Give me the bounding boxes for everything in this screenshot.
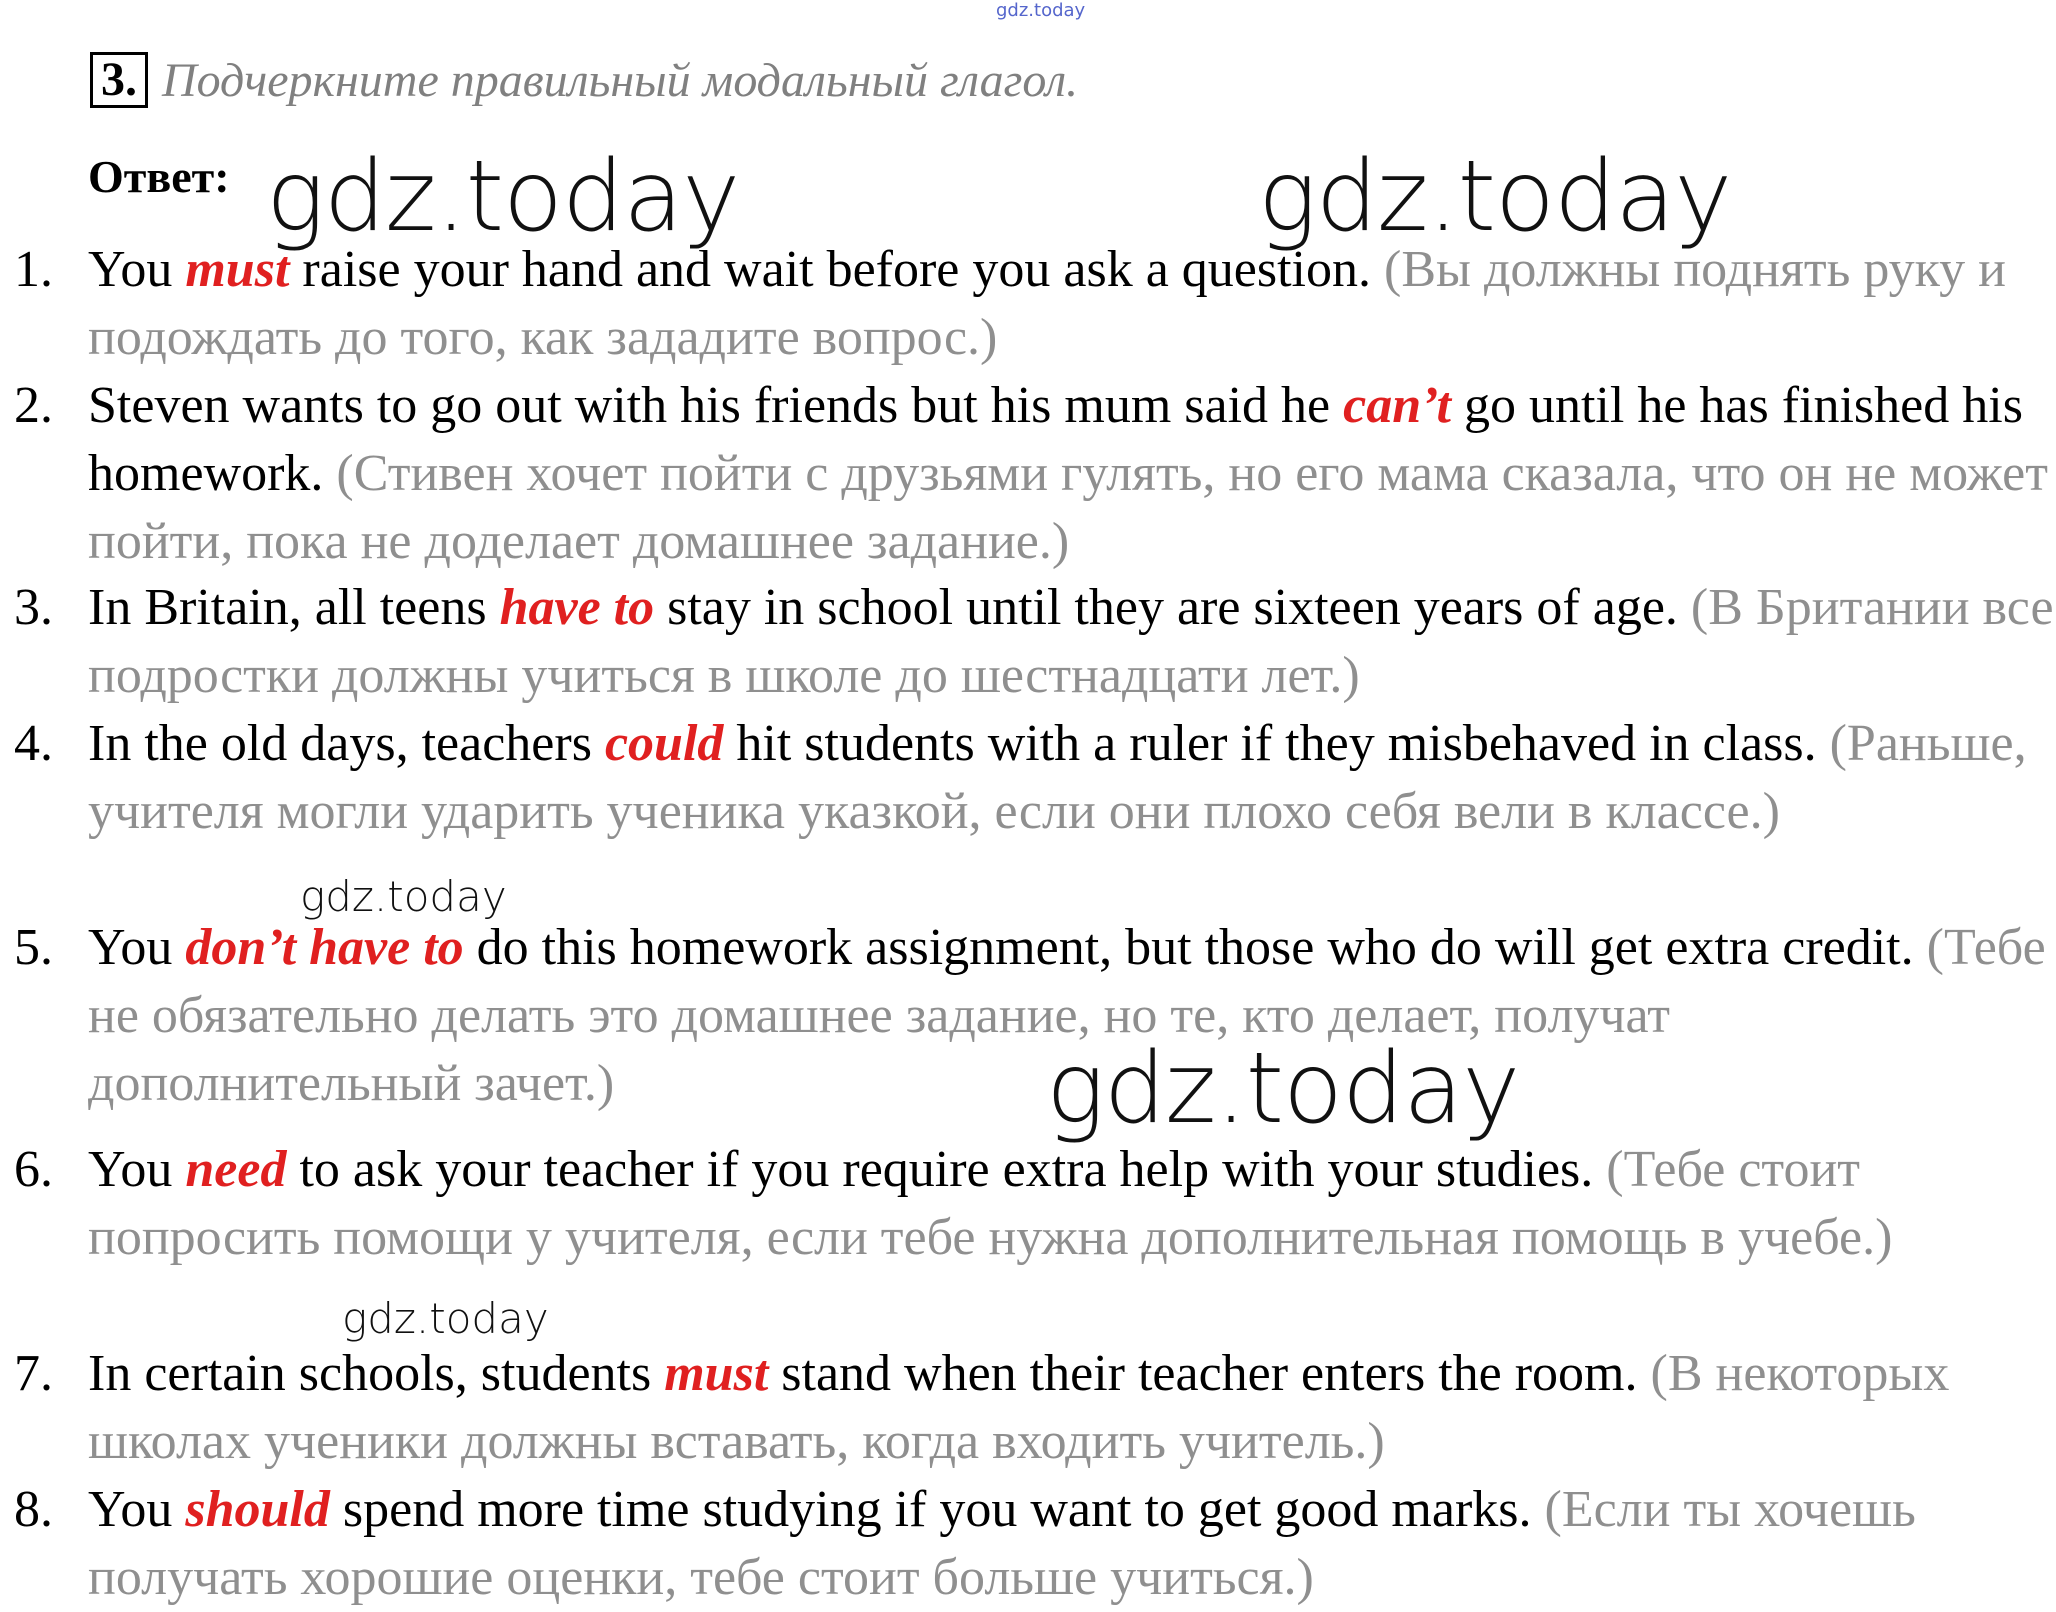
watermark-top: gdz.today [996, 0, 1086, 21]
item-number: 8. [14, 1481, 53, 1538]
watermark: gdz.today [266, 140, 740, 254]
sentence-text: In Britain, all teens [88, 579, 500, 636]
item-number: 5. [14, 919, 53, 976]
translation: (Стивен хочет пойти с друзьями гулять, но его мама сказала, что он не может пойти, пока не доделает домашнее задание.) [88, 445, 2048, 570]
task-instruction: Подчеркните правильный модальный глагол. [162, 53, 1079, 107]
sentence-text: You [88, 241, 186, 298]
sentence-text: go until he has finished his homework. [88, 377, 2023, 502]
sentence-text: stand when their teacher enters the room. [768, 1345, 1651, 1402]
sentence-text: do this homework assignment, but those who do will get extra credit. [463, 919, 1927, 976]
task-header [90, 52, 1078, 108]
translation: (Раньше, учителя могли ударить ученика указкой, если они плохо себя вели в классе.) [88, 715, 2027, 840]
sentence-text: stay in school until they are sixteen years of age. [654, 579, 1691, 636]
translation: (В некоторых школах ученики должны вставать, когда входить учитель.) [88, 1345, 1950, 1470]
item-number: 2. [14, 377, 53, 434]
modal-answer: can’t [1343, 377, 1451, 434]
sentence-text: raise your hand and wait before you ask a question. [289, 241, 1384, 298]
task-number: 3. [90, 52, 148, 108]
sentence-text: You [88, 1141, 186, 1198]
watermark: gdz.today [300, 872, 507, 921]
item-number: 4. [14, 715, 53, 772]
modal-answer: should [185, 1481, 330, 1538]
item-number: 6. [14, 1141, 53, 1198]
translation: (Если ты хочешь получать хорошие оценки, тебе стоит больше учиться.) [88, 1481, 1916, 1606]
watermark: gdz.today [342, 1294, 549, 1343]
watermark: gdz.today [1258, 140, 1732, 254]
sentence-text: Steven wants to go out with his friends but his mum said he [88, 377, 1344, 434]
item-number: 1. [14, 241, 53, 298]
translation: (Тебе стоит попросить помощи у учителя, если тебе нужна дополнительная помощь в учебе.) [88, 1141, 1893, 1266]
modal-answer: must [664, 1345, 769, 1402]
sentence-text: to ask your teacher if you require extra help with your studies. [286, 1141, 1607, 1198]
item-number: 7. [14, 1345, 53, 1402]
answer-label: Ответ: [88, 151, 230, 202]
translation: (Вы должны поднять руку и подождать до того, как зададите вопрос.) [88, 241, 2006, 366]
translation: (Тебе не обязательно делать это домашнее задание, но те, кто делает, получат дополнительный зачет.) [88, 919, 2046, 1112]
sentence-text: hit students with a ruler if they misbehaved in class. [723, 715, 1830, 772]
sentence-text: spend more time studying if you want to get good marks. [329, 1481, 1545, 1538]
item-number: 3. [14, 579, 53, 636]
modal-answer: don’t have to [185, 919, 464, 976]
sentence-text: In certain schools, students [88, 1345, 665, 1402]
translation: (В Британии все подростки должны учиться в школе до шестнадцати лет.) [88, 579, 2054, 704]
modal-answer: have to [499, 579, 655, 636]
sentence-text: You [88, 919, 186, 976]
modal-answer: need [185, 1141, 287, 1198]
sentence-text: You [88, 1481, 186, 1538]
modal-answer: must [185, 241, 290, 298]
modal-answer: could [604, 715, 724, 772]
watermark: gdz.today [1046, 1032, 1520, 1146]
sentence-text: In the old days, teachers [88, 715, 605, 772]
